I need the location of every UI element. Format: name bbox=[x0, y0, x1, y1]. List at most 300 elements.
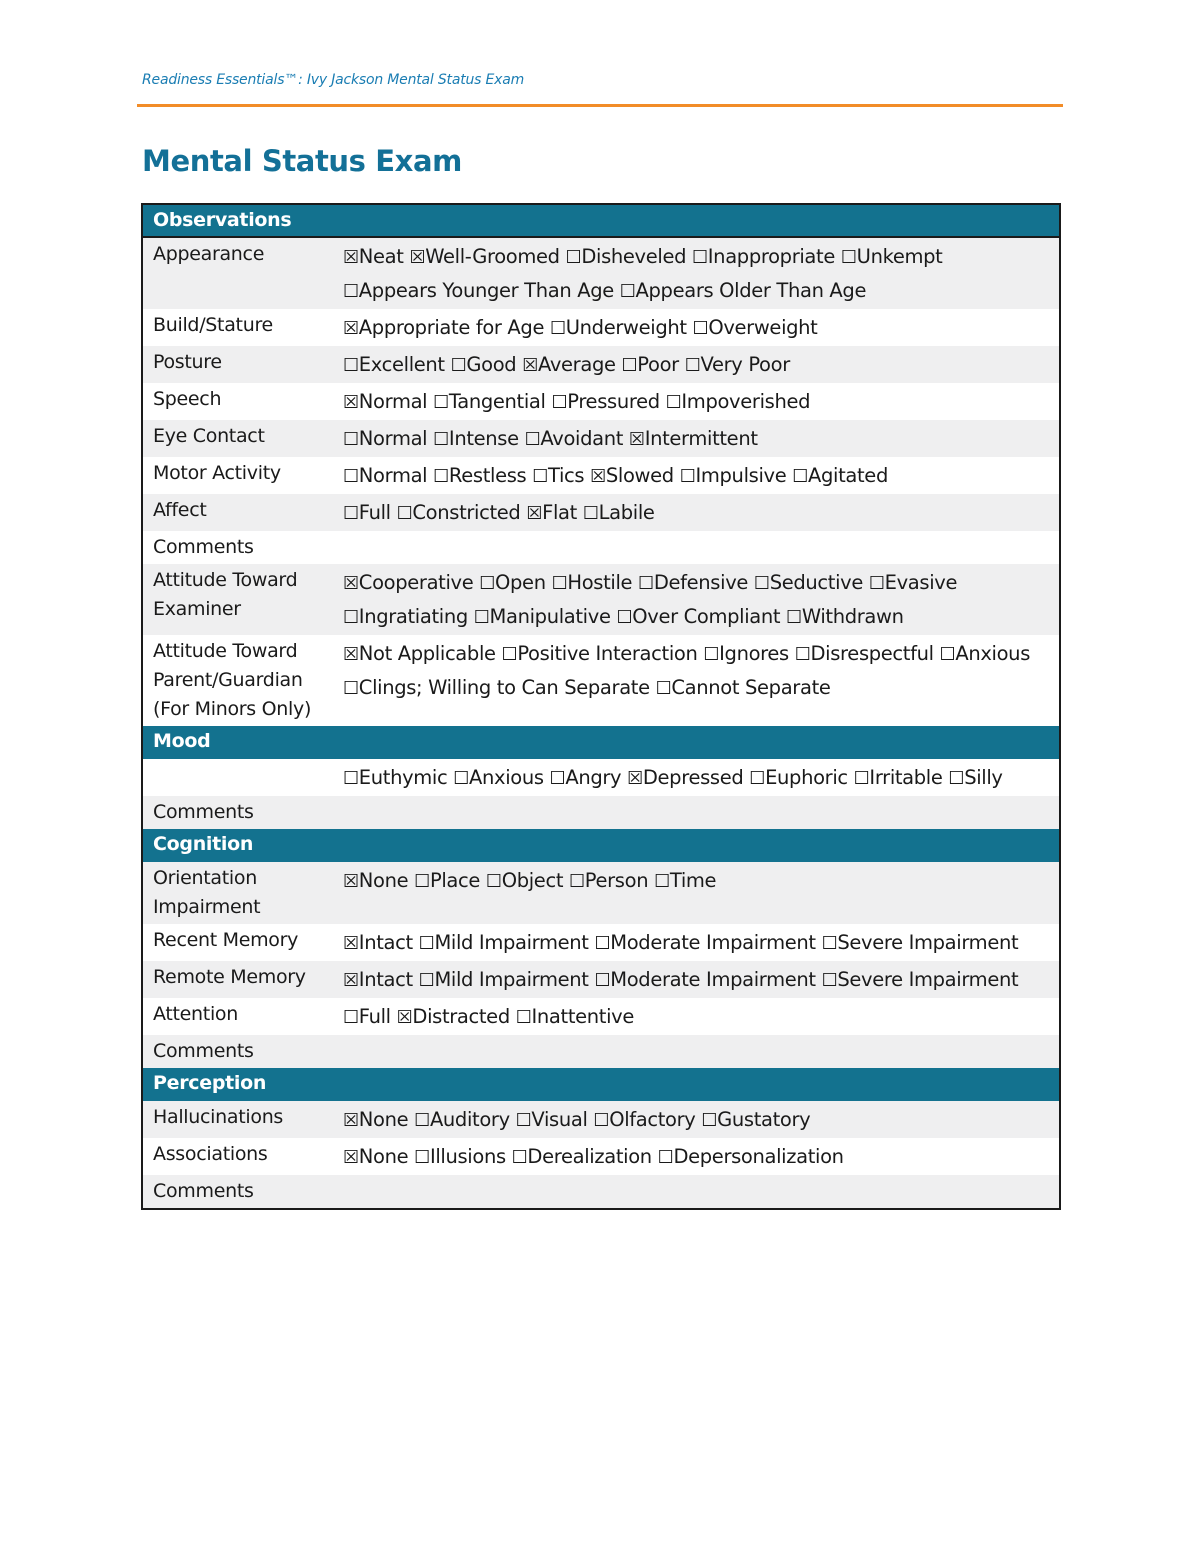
row-label: Motor Activity bbox=[142, 457, 338, 494]
checkbox-option-label: Appropriate for Age bbox=[358, 316, 545, 339]
checkbox-option-label: Manipulative bbox=[489, 605, 611, 628]
checkbox-option-label: Open bbox=[495, 571, 546, 594]
checkbox-option-time[interactable] bbox=[654, 869, 716, 892]
checkbox-option-label: Normal bbox=[358, 427, 428, 450]
row-motor-activity bbox=[142, 457, 1060, 494]
section-title: Observations bbox=[142, 204, 1060, 237]
checkbox-option-intense[interactable] bbox=[433, 427, 519, 450]
row-options bbox=[338, 862, 1060, 924]
checkbox-option-intact[interactable] bbox=[343, 931, 413, 954]
unchecked-box-icon[interactable]: ☐ bbox=[524, 429, 541, 450]
unchecked-box-icon[interactable]: ☐ bbox=[511, 1147, 528, 1168]
row-posture bbox=[142, 346, 1060, 383]
checkbox-option-disrespectful[interactable] bbox=[795, 642, 934, 665]
checkbox-option-average[interactable] bbox=[522, 353, 615, 376]
checkbox-option-label: Unkempt bbox=[856, 245, 943, 268]
checkbox-option-label: Flat bbox=[542, 501, 577, 524]
unchecked-box-icon[interactable]: ☐ bbox=[343, 1007, 359, 1028]
checkbox-option-intermittent[interactable] bbox=[629, 427, 758, 450]
checkbox-option-excellent[interactable] bbox=[343, 353, 445, 376]
section-header-perception bbox=[142, 1068, 1060, 1101]
row-label: Speech bbox=[142, 383, 338, 420]
checkbox-option-anxious[interactable] bbox=[453, 766, 543, 789]
unchecked-box-icon[interactable]: ☐ bbox=[453, 768, 470, 789]
checkbox-option-overweight[interactable] bbox=[693, 316, 818, 339]
checked-box-icon[interactable]: ☒ bbox=[343, 392, 359, 413]
row-label: Comments bbox=[142, 1175, 338, 1209]
checkbox-option-well-groomed[interactable] bbox=[409, 245, 559, 268]
checkbox-option-appropriate-for-age[interactable] bbox=[343, 316, 544, 339]
checkbox-option-avoidant[interactable] bbox=[525, 427, 623, 450]
row-options bbox=[338, 564, 1060, 635]
checkbox-option-label: Ignores bbox=[719, 642, 789, 665]
checked-box-icon[interactable]: ☒ bbox=[343, 970, 359, 991]
section-title: Mood bbox=[142, 726, 1060, 759]
checkbox-option-label: Ingratiating bbox=[358, 605, 468, 628]
checked-box-icon[interactable]: ☒ bbox=[628, 429, 645, 450]
checkbox-option-label: Good bbox=[466, 353, 517, 376]
checkbox-option-label: Intact bbox=[358, 931, 413, 954]
checkbox-option-full[interactable] bbox=[343, 501, 391, 524]
unchecked-box-icon[interactable]: ☐ bbox=[749, 768, 766, 789]
checkbox-option-label: Severe Impairment bbox=[837, 968, 1019, 991]
checkbox-option-label: Positive Interaction bbox=[517, 642, 698, 665]
checkbox-option-anxious[interactable] bbox=[940, 642, 1030, 665]
unchecked-box-icon[interactable]: ☐ bbox=[515, 1110, 532, 1131]
unchecked-box-icon[interactable]: ☐ bbox=[619, 281, 636, 302]
unchecked-box-icon[interactable]: ☐ bbox=[568, 871, 585, 892]
unchecked-box-icon[interactable]: ☐ bbox=[692, 318, 709, 339]
checked-box-icon[interactable]: ☒ bbox=[409, 247, 426, 268]
row-label: Hallucinations bbox=[142, 1101, 338, 1138]
checkbox-option-disheveled[interactable] bbox=[566, 245, 687, 268]
checkbox-option-label: Object bbox=[501, 869, 564, 892]
unchecked-box-icon[interactable]: ☐ bbox=[414, 871, 430, 892]
checkbox-option-euphoric[interactable] bbox=[749, 766, 848, 789]
row-label: Comments bbox=[142, 531, 338, 564]
checkbox-option-cooperative[interactable] bbox=[343, 571, 473, 594]
row-orientation-impairment bbox=[142, 862, 1060, 924]
unchecked-box-icon[interactable]: ☐ bbox=[485, 871, 502, 892]
row-options bbox=[338, 1101, 1060, 1138]
checkbox-option-full[interactable] bbox=[343, 1005, 391, 1028]
unchecked-box-icon[interactable]: ☐ bbox=[821, 970, 838, 991]
unchecked-box-icon[interactable]: ☐ bbox=[657, 1147, 674, 1168]
unchecked-box-icon[interactable]: ☐ bbox=[840, 247, 857, 268]
unchecked-box-icon[interactable]: ☐ bbox=[343, 768, 359, 789]
checked-box-icon[interactable]: ☒ bbox=[522, 355, 538, 376]
unchecked-box-icon[interactable]: ☐ bbox=[616, 607, 633, 628]
checkbox-option-label: Not Applicable bbox=[358, 642, 496, 665]
checkbox-option-label: Disrespectful bbox=[810, 642, 934, 665]
row-options bbox=[338, 237, 1060, 309]
checkbox-option-angry[interactable] bbox=[550, 766, 622, 789]
unchecked-box-icon[interactable]: ☐ bbox=[433, 466, 449, 487]
row-label: Attitude Toward Examiner bbox=[142, 564, 338, 635]
unchecked-box-icon[interactable]: ☐ bbox=[792, 466, 809, 487]
row-options bbox=[338, 531, 1060, 564]
unchecked-box-icon[interactable]: ☐ bbox=[414, 1110, 430, 1131]
unchecked-box-icon[interactable]: ☐ bbox=[691, 247, 708, 268]
unchecked-box-icon[interactable]: ☐ bbox=[551, 573, 568, 594]
checkbox-option-label: Appears Older Than Age bbox=[635, 279, 867, 302]
checkbox-option-clings-willing-to-can-separate[interactable] bbox=[343, 676, 650, 699]
checkbox-option-label: Disheveled bbox=[581, 245, 687, 268]
checkbox-option-label: Well-Groomed bbox=[425, 245, 560, 268]
unchecked-box-icon[interactable]: ☐ bbox=[433, 392, 449, 413]
checkbox-option-none[interactable] bbox=[343, 869, 408, 892]
checkbox-option-very-poor[interactable] bbox=[685, 353, 790, 376]
checkbox-option-place[interactable] bbox=[414, 869, 480, 892]
running-header: Readiness Essentials™: Ivy Jackson Mental Status Exam bbox=[142, 72, 525, 88]
row-hallucinations bbox=[142, 1101, 1060, 1138]
unchecked-box-icon[interactable]: ☐ bbox=[343, 429, 359, 450]
checkbox-option-label: Full bbox=[358, 501, 391, 524]
unchecked-box-icon[interactable]: ☐ bbox=[418, 933, 435, 954]
checkbox-option-illusions[interactable] bbox=[414, 1145, 506, 1168]
mse-table-body bbox=[142, 204, 1060, 1209]
checkbox-option-agitated[interactable] bbox=[792, 464, 888, 487]
unchecked-box-icon[interactable]: ☐ bbox=[549, 768, 566, 789]
unchecked-box-icon[interactable]: ☐ bbox=[621, 355, 638, 376]
unchecked-box-icon[interactable]: ☐ bbox=[701, 1110, 718, 1131]
checkbox-option-label: Average bbox=[538, 353, 616, 376]
page-title: Mental Status Exam bbox=[142, 144, 462, 178]
unchecked-box-icon[interactable]: ☐ bbox=[594, 970, 611, 991]
checkbox-option-label: Severe Impairment bbox=[837, 931, 1019, 954]
unchecked-box-icon[interactable]: ☐ bbox=[794, 644, 811, 665]
checkbox-option-label: Neat bbox=[358, 245, 404, 268]
row-label: Attention bbox=[142, 998, 338, 1035]
unchecked-box-icon[interactable]: ☐ bbox=[396, 503, 413, 524]
checkbox-option-appears-older-than-age[interactable] bbox=[620, 279, 866, 302]
row-options bbox=[338, 759, 1060, 796]
unchecked-box-icon[interactable]: ☐ bbox=[703, 644, 720, 665]
unchecked-box-icon[interactable]: ☐ bbox=[433, 429, 449, 450]
unchecked-box-icon[interactable]: ☐ bbox=[343, 503, 359, 524]
checkbox-option-severe-impairment[interactable] bbox=[822, 931, 1019, 954]
row-attitude-toward-examiner bbox=[142, 564, 1060, 635]
checkbox-option-label: Restless bbox=[448, 464, 527, 487]
row-comments bbox=[142, 1175, 1060, 1209]
unchecked-box-icon[interactable]: ☐ bbox=[582, 503, 599, 524]
checkbox-option-label: Seductive bbox=[769, 571, 863, 594]
checkbox-option-object[interactable] bbox=[486, 869, 563, 892]
checkbox-option-visual[interactable] bbox=[516, 1108, 588, 1131]
checkbox-option-impulsive[interactable] bbox=[680, 464, 787, 487]
checkbox-option-unkempt[interactable] bbox=[841, 245, 943, 268]
row-comments bbox=[142, 1035, 1060, 1068]
checkbox-option-label: None bbox=[358, 1145, 409, 1168]
checkbox-option-label: Appears Younger Than Age bbox=[358, 279, 614, 302]
unchecked-box-icon[interactable]: ☐ bbox=[593, 1110, 610, 1131]
row-affect bbox=[142, 494, 1060, 531]
unchecked-box-icon[interactable]: ☐ bbox=[786, 607, 802, 628]
checkbox-option-normal[interactable] bbox=[343, 427, 427, 450]
checked-box-icon[interactable]: ☒ bbox=[343, 933, 359, 954]
unchecked-box-icon[interactable]: ☐ bbox=[948, 768, 965, 789]
unchecked-box-icon[interactable]: ☐ bbox=[679, 466, 696, 487]
checked-box-icon[interactable]: ☒ bbox=[627, 768, 643, 789]
checkbox-option-label: Depressed bbox=[642, 766, 744, 789]
checkbox-option-label: Mild Impairment bbox=[434, 968, 589, 991]
checkbox-option-label: Moderate Impairment bbox=[610, 968, 816, 991]
checkbox-option-distracted[interactable] bbox=[397, 1005, 510, 1028]
checkbox-option-label: Avoidant bbox=[540, 427, 624, 450]
checkbox-option-label: Anxious bbox=[469, 766, 544, 789]
checkbox-option-none[interactable] bbox=[343, 1108, 408, 1131]
checkbox-option-pressured[interactable] bbox=[551, 390, 659, 413]
checkbox-option-label: Distracted bbox=[412, 1005, 510, 1028]
checkbox-option-label: Place bbox=[429, 869, 481, 892]
row-options bbox=[338, 309, 1060, 346]
checkbox-option-flat[interactable] bbox=[526, 501, 577, 524]
unchecked-box-icon[interactable]: ☐ bbox=[343, 355, 359, 376]
checkbox-option-olfactory[interactable] bbox=[593, 1108, 695, 1131]
checkbox-option-euthymic[interactable] bbox=[343, 766, 447, 789]
unchecked-box-icon[interactable]: ☐ bbox=[515, 1007, 532, 1028]
unchecked-box-icon[interactable]: ☐ bbox=[473, 607, 490, 628]
checkbox-option-label: Underweight bbox=[565, 316, 687, 339]
row-label: Attitude Toward Parent/Guardian (For Minors Only) bbox=[142, 635, 338, 726]
checked-box-icon[interactable]: ☒ bbox=[396, 1007, 413, 1028]
row-options bbox=[338, 1175, 1060, 1209]
checkbox-option-label: Inattentive bbox=[531, 1005, 634, 1028]
unchecked-box-icon[interactable]: ☐ bbox=[418, 970, 435, 991]
row-label: Build/Stature bbox=[142, 309, 338, 346]
checked-box-icon[interactable]: ☒ bbox=[343, 871, 359, 892]
row-label bbox=[142, 759, 338, 796]
row-label: Associations bbox=[142, 1138, 338, 1175]
checkbox-option-label: Normal bbox=[358, 464, 428, 487]
checkbox-option-label: Mild Impairment bbox=[434, 931, 589, 954]
checkbox-option-tangential[interactable] bbox=[433, 390, 545, 413]
unchecked-box-icon[interactable]: ☐ bbox=[684, 355, 701, 376]
checkbox-option-label: Tangential bbox=[448, 390, 546, 413]
row-label: Orientation Impairment bbox=[142, 862, 338, 924]
checkbox-option-label: Moderate Impairment bbox=[610, 931, 816, 954]
checkbox-option-poor[interactable] bbox=[622, 353, 679, 376]
unchecked-box-icon[interactable]: ☐ bbox=[594, 933, 611, 954]
checkbox-option-gustatory[interactable] bbox=[701, 1108, 810, 1131]
row-eye-contact bbox=[142, 420, 1060, 457]
row-label: Appearance bbox=[142, 237, 338, 309]
checkbox-option-label: Euthymic bbox=[358, 766, 448, 789]
checkbox-option-constricted[interactable] bbox=[397, 501, 521, 524]
checkbox-option-label: Hostile bbox=[567, 571, 633, 594]
unchecked-box-icon[interactable]: ☐ bbox=[551, 392, 568, 413]
unchecked-box-icon[interactable]: ☐ bbox=[853, 768, 870, 789]
checkbox-option-depressed[interactable] bbox=[627, 766, 743, 789]
row-options bbox=[338, 494, 1060, 531]
checkbox-option-derealization[interactable] bbox=[512, 1145, 652, 1168]
checkbox-option-label: Slowed bbox=[605, 464, 674, 487]
checkbox-option-impoverished[interactable] bbox=[666, 390, 811, 413]
checkbox-option-label: Clings; Willing to Can Separate bbox=[358, 676, 650, 699]
checkbox-option-label: Intermittent bbox=[644, 427, 758, 450]
checkbox-option-underweight[interactable] bbox=[550, 316, 687, 339]
checkbox-option-label: Withdrawn bbox=[801, 605, 904, 628]
checkbox-option-label: Angry bbox=[565, 766, 622, 789]
unchecked-box-icon[interactable]: ☐ bbox=[549, 318, 566, 339]
checkbox-option-neat[interactable] bbox=[343, 245, 404, 268]
row-recent-memory bbox=[142, 924, 1060, 961]
checkbox-option-open[interactable] bbox=[479, 571, 545, 594]
unchecked-box-icon[interactable]: ☐ bbox=[479, 573, 496, 594]
checkbox-option-labile[interactable] bbox=[583, 501, 655, 524]
checkbox-option-label: Constricted bbox=[412, 501, 521, 524]
checkbox-option-positive-interaction[interactable] bbox=[502, 642, 698, 665]
checkbox-option-slowed[interactable] bbox=[590, 464, 674, 487]
mental-status-exam-table bbox=[141, 203, 1061, 1210]
checkbox-option-seductive[interactable] bbox=[754, 571, 863, 594]
checkbox-option-label: Over Compliant bbox=[632, 605, 781, 628]
section-header-observations bbox=[142, 204, 1060, 237]
row-options bbox=[338, 1035, 1060, 1068]
checkbox-option-label: Anxious bbox=[955, 642, 1030, 665]
checkbox-option-label: Person bbox=[584, 869, 649, 892]
row-comments bbox=[142, 796, 1060, 829]
checkbox-option-label: Impoverished bbox=[681, 390, 811, 413]
checkbox-option-withdrawn[interactable] bbox=[786, 605, 904, 628]
checkbox-option-severe-impairment[interactable] bbox=[822, 968, 1019, 991]
section-title: Perception bbox=[142, 1068, 1060, 1101]
unchecked-box-icon[interactable]: ☐ bbox=[450, 355, 467, 376]
row-label: Comments bbox=[142, 796, 338, 829]
checkbox-option-silly[interactable] bbox=[948, 766, 1002, 789]
checkbox-option-label: Depersonalization bbox=[673, 1145, 844, 1168]
checkbox-option-label: Intense bbox=[448, 427, 519, 450]
unchecked-box-icon[interactable]: ☐ bbox=[343, 607, 359, 628]
checkbox-option-moderate-impairment[interactable] bbox=[594, 931, 815, 954]
checkbox-option-defensive[interactable] bbox=[638, 571, 748, 594]
checkbox-option-inattentive[interactable] bbox=[516, 1005, 634, 1028]
checkbox-option-normal[interactable] bbox=[343, 390, 427, 413]
row-attitude-toward-parent-guardian-for-minors-only bbox=[142, 635, 1060, 726]
unchecked-box-icon[interactable]: ☐ bbox=[665, 392, 682, 413]
row-label: Eye Contact bbox=[142, 420, 338, 457]
checkbox-option-restless[interactable] bbox=[433, 464, 526, 487]
checkbox-option-ignores[interactable] bbox=[703, 642, 789, 665]
checkbox-option-intact[interactable] bbox=[343, 968, 413, 991]
row-associations bbox=[142, 1138, 1060, 1175]
row-options bbox=[338, 457, 1060, 494]
row-options bbox=[338, 635, 1060, 726]
checkbox-option-label: None bbox=[358, 1108, 409, 1131]
checkbox-option-label: Cooperative bbox=[358, 571, 474, 594]
unchecked-box-icon[interactable]: ☐ bbox=[821, 933, 838, 954]
checkbox-option-auditory[interactable] bbox=[414, 1108, 510, 1131]
checkbox-option-label: Intact bbox=[358, 968, 413, 991]
checked-box-icon[interactable]: ☒ bbox=[343, 573, 359, 594]
checked-box-icon[interactable]: ☒ bbox=[343, 1147, 359, 1168]
row-label: Affect bbox=[142, 494, 338, 531]
checkbox-option-mild-impairment[interactable] bbox=[419, 931, 589, 954]
unchecked-box-icon[interactable]: ☐ bbox=[532, 466, 548, 487]
checkbox-option-person[interactable] bbox=[569, 869, 648, 892]
row-comments bbox=[142, 531, 1060, 564]
row-options bbox=[338, 796, 1060, 829]
checkbox-option-manipulative[interactable] bbox=[474, 605, 611, 628]
checkbox-option-label: Pressured bbox=[567, 390, 660, 413]
row-options bbox=[338, 420, 1060, 457]
checkbox-option-label: Gustatory bbox=[717, 1108, 811, 1131]
checkbox-option-label: Euphoric bbox=[765, 766, 848, 789]
checkbox-option-moderate-impairment[interactable] bbox=[594, 968, 815, 991]
unchecked-box-icon[interactable]: ☐ bbox=[565, 247, 582, 268]
unchecked-box-icon[interactable]: ☐ bbox=[753, 573, 770, 594]
checkbox-option-label: Defensive bbox=[653, 571, 749, 594]
checkbox-option-label: Auditory bbox=[429, 1108, 510, 1131]
unchecked-box-icon[interactable]: ☐ bbox=[638, 573, 654, 594]
checkbox-option-appears-younger-than-age[interactable] bbox=[343, 279, 614, 302]
checkbox-option-depersonalization[interactable] bbox=[658, 1145, 844, 1168]
checkbox-option-label: Labile bbox=[598, 501, 655, 524]
row-label: Remote Memory bbox=[142, 961, 338, 998]
checkbox-option-over-compliant[interactable] bbox=[616, 605, 780, 628]
checkbox-option-none[interactable] bbox=[343, 1145, 408, 1168]
checkbox-option-label: Visual bbox=[531, 1108, 588, 1131]
checked-box-icon[interactable]: ☒ bbox=[526, 503, 543, 524]
checkbox-option-label: Excellent bbox=[358, 353, 445, 376]
checked-box-icon[interactable]: ☒ bbox=[343, 644, 359, 665]
checkbox-option-mild-impairment[interactable] bbox=[419, 968, 589, 991]
row-mood-options bbox=[142, 759, 1060, 796]
checkbox-option-not-applicable[interactable] bbox=[343, 642, 496, 665]
checkbox-option-label: Derealization bbox=[527, 1145, 652, 1168]
row-options bbox=[338, 1138, 1060, 1175]
unchecked-box-icon[interactable]: ☐ bbox=[343, 466, 359, 487]
checkbox-option-cannot-separate[interactable] bbox=[656, 676, 831, 699]
checked-box-icon[interactable]: ☒ bbox=[590, 466, 606, 487]
checkbox-option-label: Evasive bbox=[884, 571, 958, 594]
unchecked-box-icon[interactable]: ☐ bbox=[501, 644, 518, 665]
row-label: Posture bbox=[142, 346, 338, 383]
unchecked-box-icon[interactable]: ☐ bbox=[414, 1147, 430, 1168]
row-build-stature bbox=[142, 309, 1060, 346]
checkbox-option-label: Irritable bbox=[869, 766, 943, 789]
row-label: Comments bbox=[142, 1035, 338, 1068]
unchecked-box-icon[interactable]: ☐ bbox=[343, 678, 359, 699]
checkbox-option-label: Agitated bbox=[808, 464, 888, 487]
row-options bbox=[338, 383, 1060, 420]
checkbox-option-hostile[interactable] bbox=[552, 571, 633, 594]
checked-box-icon[interactable]: ☒ bbox=[343, 247, 359, 268]
checkbox-option-label: Olfactory bbox=[609, 1108, 696, 1131]
unchecked-box-icon[interactable]: ☐ bbox=[939, 644, 956, 665]
checkbox-option-irritable[interactable] bbox=[854, 766, 943, 789]
unchecked-box-icon[interactable]: ☐ bbox=[654, 871, 670, 892]
unchecked-box-icon[interactable]: ☐ bbox=[868, 573, 885, 594]
unchecked-box-icon[interactable]: ☐ bbox=[343, 281, 359, 302]
unchecked-box-icon[interactable]: ☐ bbox=[655, 678, 672, 699]
row-options bbox=[338, 998, 1060, 1035]
row-appearance bbox=[142, 237, 1060, 309]
checkbox-option-inappropriate[interactable] bbox=[692, 245, 835, 268]
row-options bbox=[338, 961, 1060, 998]
checked-box-icon[interactable]: ☒ bbox=[343, 318, 359, 339]
checkbox-option-tics[interactable] bbox=[532, 464, 584, 487]
checkbox-option-evasive[interactable] bbox=[869, 571, 957, 594]
checked-box-icon[interactable]: ☒ bbox=[343, 1110, 359, 1131]
checkbox-option-ingratiating[interactable] bbox=[343, 605, 468, 628]
checkbox-option-label: None bbox=[358, 869, 409, 892]
section-header-cognition bbox=[142, 829, 1060, 862]
checkbox-option-label: Normal bbox=[358, 390, 428, 413]
checkbox-option-good[interactable] bbox=[451, 353, 517, 376]
checkbox-option-normal[interactable] bbox=[343, 464, 427, 487]
checkbox-option-label: Overweight bbox=[708, 316, 818, 339]
